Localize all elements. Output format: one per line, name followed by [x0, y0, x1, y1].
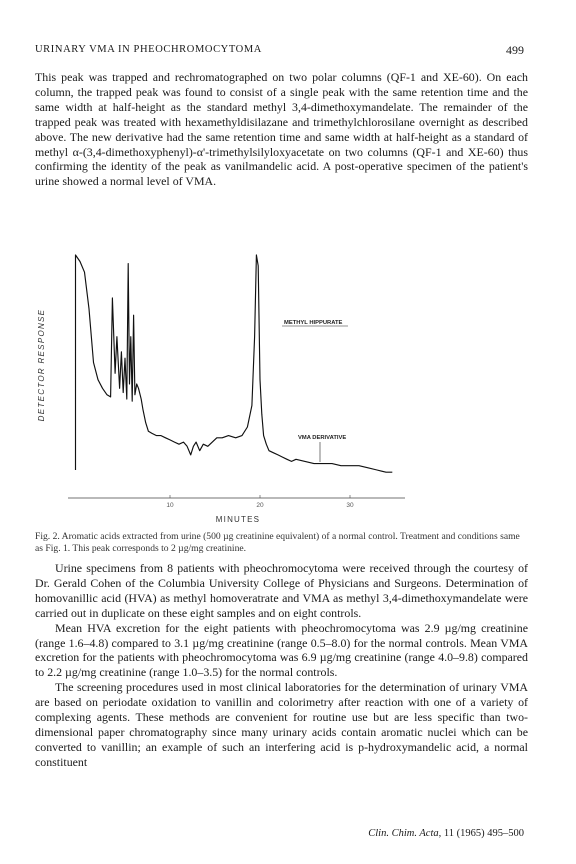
figure-caption: Fig. 2. Aromatic acids extracted from urine (500 µg creatinine equivalent) of a normal control. Treatment and conditions same as Fig. 1. This peak corresponds to 2 µg/mg creatinine.	[35, 531, 520, 554]
annotation-label: METHYL HIPPURATE	[284, 320, 343, 326]
paragraph-1: This peak was trapped and rechromatographed on two polar columns (QF-1 and XE-60). On each column, the trapped peak was found to consist of a single peak with the same retention time and the same width at half-height as the standard methyl 3,4-dimethoxymandelate. The remainder of the trapped peak was treated with hexamethyldisilazane and trimethylchlorosilane overnight as described above. The new derivative had the same retention time and same width at half-height as a standard of methyl α-(3,4-dimethoxyphenyl)-α'-trimethylsilyloxyacetate on two columns (QF-1 and XE-60) thus confirming the identity of the peak as vanilmandelic acid. A post-operative specimen of the patient's urine showed a normal level of VMA.	[35, 70, 528, 189]
annotation-label: VMA DERIVATIVE	[298, 435, 347, 441]
journal-name: Clin. Chim. Acta,	[368, 828, 442, 839]
y-axis-label: DETECTOR RESPONSE	[37, 308, 46, 422]
x-tick-label: 10	[166, 502, 174, 509]
x-tick-label: 20	[256, 502, 264, 509]
paragraph-2: Urine specimens from 8 patients with pheochromocytoma were received through the courtesy of Dr. Gerald Cohen of the Columbia University College of Physicians and Surgeons. Determination of homovanillic acid (HVA) as methyl homoveratrate and VMA as methyl 3,4-dimethoxymandelate were carried out in duplicate on these eight samples and on eight controls.	[35, 561, 528, 620]
citation-footer	[368, 828, 524, 839]
methyl-hippurate-annotation	[282, 320, 348, 326]
x-axis-label: MINUTES	[215, 515, 261, 524]
chromatogram-figure	[0, 225, 576, 530]
x-tick-label: 30	[346, 502, 354, 509]
page-number: 499	[506, 43, 524, 57]
body-text	[35, 561, 528, 770]
running-header: URINARY VMA IN PHEOCHROMOCYTOMA	[35, 44, 262, 55]
paragraph-3: Mean HVA excretion for the eight patients with pheochromocytoma was 2.9 µg/mg creatinine (range 1.6–4.8) compared to 3.1 µg/mg creatinine (range 0.5–8.0) for the normal controls. Mean VMA excretion for the patients with pheochromocytoma was 6.9 µg/mg creatinine (range 4.0–9.8) compared to 2.2 µg/mg creatinine (range 1.0–3.5) for the normal controls.	[35, 620, 528, 680]
vma-derivative-annotation	[298, 435, 346, 462]
paragraph-4: The screening procedures used in most clinical laboratories for the determination of urinary VMA are based on periodate oxidation to vanillin and colorimetry after reaction with one of a variety of complexing agents. These methods are convenient for routine use but are less specific than two-dimensional paper chromatography since many urinary acids contain aromatic nuclei which can be converted to vanillin; an example of such an interfering acid is p-hydroxymandelic acid, a normal constituent	[35, 680, 528, 769]
volume-pages: 11 (1965) 495–500	[443, 828, 524, 839]
